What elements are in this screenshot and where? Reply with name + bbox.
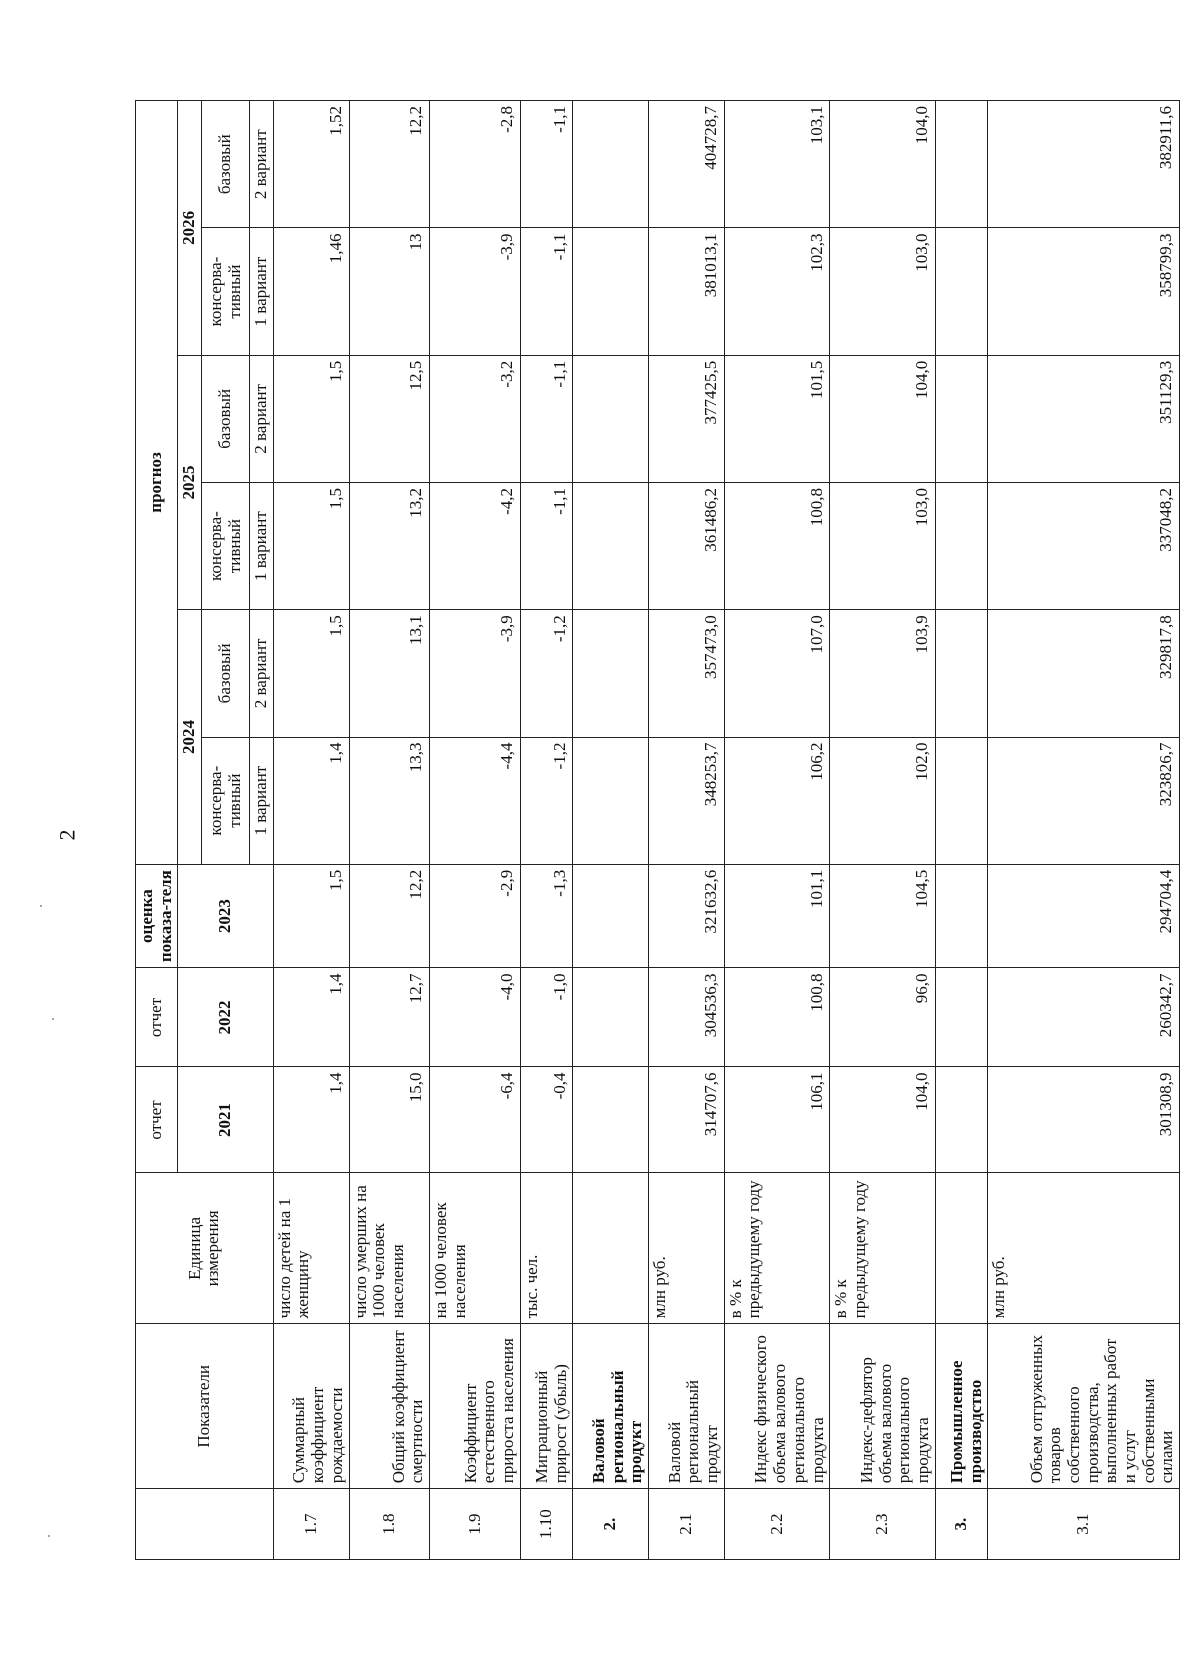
unit-cell: в % к предыдущему году	[830, 1173, 935, 1324]
value-cell: 260342,7	[988, 968, 1180, 1067]
table-row	[573, 101, 649, 1560]
value-cell	[573, 228, 649, 355]
rotated-table-container	[135, 100, 1180, 1560]
header-variant-1: 1 вариант	[250, 482, 274, 609]
value-cell: 12,5	[349, 355, 430, 482]
header-base: базовый	[202, 610, 250, 737]
header-base: базовый	[202, 355, 250, 482]
value-cell: 351129,3	[988, 355, 1180, 482]
page-number: 2	[54, 829, 80, 841]
header-variant-2: 2 вариант	[250, 355, 274, 482]
value-cell: 304536,3	[649, 968, 725, 1067]
value-cell: 329817,8	[988, 610, 1180, 737]
value-cell: 102,0	[830, 737, 935, 864]
header-forecast: прогноз	[136, 101, 178, 865]
header-report-2021: отчет	[136, 1067, 178, 1173]
header-variant-2: 2 вариант	[250, 610, 274, 737]
value-cell: 301308,9	[988, 1067, 1180, 1173]
value-cell: 100,8	[724, 968, 829, 1067]
header-variant-2: 2 вариант	[250, 101, 274, 228]
value-cell: 1,5	[273, 864, 349, 968]
indicator-name: Объем отгруженных товаров собственного производства, выполненных работ и услуг собственными силами	[988, 1324, 1180, 1489]
table-row	[724, 101, 829, 1560]
value-cell: 404728,7	[649, 101, 725, 228]
unit-cell: тыс. чел.	[520, 1173, 573, 1324]
value-cell: 1,4	[273, 968, 349, 1067]
unit-cell: млн руб.	[988, 1173, 1180, 1324]
value-cell: 1,46	[273, 228, 349, 355]
value-cell: 361486,2	[649, 482, 725, 609]
row-number: 2.1	[649, 1489, 725, 1560]
value-cell: -4,0	[430, 968, 521, 1067]
scan-speck	[48, 1535, 50, 1537]
value-cell: 104,0	[830, 1067, 935, 1173]
indicator-name: Индекс физического объема валового регионального продукта	[724, 1324, 829, 1489]
unit-cell: число умерших на 1000 человек населения	[349, 1173, 430, 1324]
value-cell: -1,1	[520, 482, 573, 609]
value-cell: 1,52	[273, 101, 349, 228]
unit-cell	[935, 1173, 988, 1324]
table-row	[935, 101, 988, 1560]
value-cell: 377425,5	[649, 355, 725, 482]
header-variant-1: 1 вариант	[250, 737, 274, 864]
row-number: 1.10	[520, 1489, 573, 1560]
value-cell	[935, 610, 988, 737]
value-cell: 13,2	[349, 482, 430, 609]
value-cell	[573, 482, 649, 609]
value-cell: 104,5	[830, 864, 935, 968]
indicator-name: Валовой региональный продукт	[573, 1324, 649, 1489]
value-cell: -1,2	[520, 610, 573, 737]
value-cell: 294704,4	[988, 864, 1180, 968]
value-cell: 96,0	[830, 968, 935, 1067]
row-number: 2.	[573, 1489, 649, 1560]
value-cell: -1,1	[520, 101, 573, 228]
header-year-2026: 2026	[178, 101, 202, 356]
value-cell: 1,4	[273, 737, 349, 864]
value-cell: -1,1	[520, 355, 573, 482]
value-cell: -3,9	[430, 228, 521, 355]
header-year-2022: 2022	[178, 968, 273, 1067]
value-cell: 106,1	[724, 1067, 829, 1173]
row-number: 1.8	[349, 1489, 430, 1560]
table-row	[430, 101, 521, 1560]
header-rownum-cell	[136, 1489, 274, 1560]
value-cell: -1,3	[520, 864, 573, 968]
value-cell	[935, 1067, 988, 1173]
indicator-name: Индекс-дефлятор объема валового регионального продукта	[830, 1324, 935, 1489]
value-cell	[573, 968, 649, 1067]
value-cell	[935, 101, 988, 228]
row-number: 3.	[935, 1489, 988, 1560]
value-cell: 104,0	[830, 355, 935, 482]
header-year-2025: 2025	[178, 355, 202, 610]
scan-speck	[40, 905, 42, 907]
value-cell: 348253,7	[649, 737, 725, 864]
value-cell: 106,2	[724, 737, 829, 864]
indicator-name: Суммарный коэффициент рождаемости	[273, 1324, 349, 1489]
unit-cell: число детей на 1 женщину	[273, 1173, 349, 1324]
value-cell: -0,4	[520, 1067, 573, 1173]
header-unit: Единица измерения	[136, 1173, 274, 1324]
value-cell: -1,2	[520, 737, 573, 864]
value-cell: 357473,0	[649, 610, 725, 737]
header-variant-1: 1 вариант	[250, 228, 274, 355]
value-cell: -3,2	[430, 355, 521, 482]
value-cell: -3,9	[430, 610, 521, 737]
indicator-name: Миграционный прирост (убыль)	[520, 1324, 573, 1489]
row-number: 1.9	[430, 1489, 521, 1560]
header-estimate: оценка показа-теля	[136, 864, 178, 968]
value-cell: 103,0	[830, 228, 935, 355]
row-number: 2.3	[830, 1489, 935, 1560]
value-cell: 358799,3	[988, 228, 1180, 355]
header-indicators: Показатели	[136, 1324, 274, 1489]
value-cell: 382911,6	[988, 101, 1180, 228]
value-cell: 1,5	[273, 482, 349, 609]
table-row	[520, 101, 573, 1560]
indicator-name: Общий коэффициент смертности	[349, 1324, 430, 1489]
value-cell	[573, 864, 649, 968]
header-year-2023: 2023	[178, 864, 273, 968]
header-year-2021: 2021	[178, 1067, 273, 1173]
value-cell: 103,9	[830, 610, 935, 737]
unit-cell: в % к предыдущему году	[724, 1173, 829, 1324]
value-cell	[935, 864, 988, 968]
value-cell: 12,7	[349, 968, 430, 1067]
value-cell	[573, 737, 649, 864]
header-report-2022: отчет	[136, 968, 178, 1067]
value-cell: -4,2	[430, 482, 521, 609]
value-cell: 337048,2	[988, 482, 1180, 609]
indicator-name: Коэффициент естественного прироста населения	[430, 1324, 521, 1489]
value-cell: -1,0	[520, 968, 573, 1067]
table-row	[830, 101, 935, 1560]
value-cell: 12,2	[349, 864, 430, 968]
scan-speck	[52, 1018, 54, 1020]
value-cell	[935, 228, 988, 355]
value-cell: 1,5	[273, 355, 349, 482]
value-cell: -6,4	[430, 1067, 521, 1173]
value-cell: 100,8	[724, 482, 829, 609]
value-cell: 1,5	[273, 610, 349, 737]
value-cell: 101,1	[724, 864, 829, 968]
indicator-name: Промышленное производство	[935, 1324, 988, 1489]
value-cell	[573, 1067, 649, 1173]
table-row	[349, 101, 430, 1560]
value-cell: -2,8	[430, 101, 521, 228]
value-cell: 1,4	[273, 1067, 349, 1173]
value-cell	[935, 737, 988, 864]
row-number: 2.2	[724, 1489, 829, 1560]
value-cell: -4,4	[430, 737, 521, 864]
value-cell: 321632,6	[649, 864, 725, 968]
header-year-2024: 2024	[178, 610, 202, 865]
value-cell: 102,3	[724, 228, 829, 355]
value-cell: 12,2	[349, 101, 430, 228]
value-cell: 13,1	[349, 610, 430, 737]
table-row	[649, 101, 725, 1560]
value-cell: 13	[349, 228, 430, 355]
value-cell: 381013,1	[649, 228, 725, 355]
header-conservative: консерва-тивный	[202, 482, 250, 609]
value-cell: -2,9	[430, 864, 521, 968]
value-cell: 103,0	[830, 482, 935, 609]
forecast-table	[135, 100, 1180, 1560]
value-cell	[935, 355, 988, 482]
value-cell	[573, 101, 649, 228]
unit-cell: млн руб.	[649, 1173, 725, 1324]
value-cell: 323826,7	[988, 737, 1180, 864]
value-cell: 103,1	[724, 101, 829, 228]
header-base: базовый	[202, 101, 250, 228]
value-cell: 15,0	[349, 1067, 430, 1173]
value-cell	[573, 355, 649, 482]
header-conservative: консерва-тивный	[202, 737, 250, 864]
header-conservative: консерва-тивный	[202, 228, 250, 355]
table-row	[988, 101, 1180, 1560]
unit-cell: на 1000 человек населения	[430, 1173, 521, 1324]
value-cell: -1,1	[520, 228, 573, 355]
indicator-name: Валовой региональный продукт	[649, 1324, 725, 1489]
value-cell	[573, 610, 649, 737]
value-cell: 314707,6	[649, 1067, 725, 1173]
value-cell: 13,3	[349, 737, 430, 864]
value-cell: 104,0	[830, 101, 935, 228]
value-cell	[935, 482, 988, 609]
row-number: 1.7	[273, 1489, 349, 1560]
value-cell: 101,5	[724, 355, 829, 482]
row-number: 3.1	[988, 1489, 1180, 1560]
table-body	[273, 101, 1179, 1560]
table-row	[273, 101, 349, 1560]
value-cell	[935, 968, 988, 1067]
value-cell: 107,0	[724, 610, 829, 737]
unit-cell	[573, 1173, 649, 1324]
